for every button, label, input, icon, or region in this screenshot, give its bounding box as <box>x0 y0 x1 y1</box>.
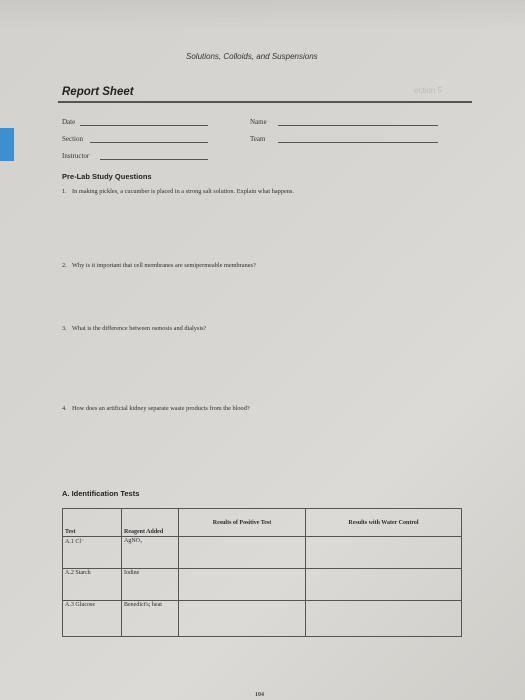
bleed-through-text: ection 5 <box>414 86 443 95</box>
date-label: Date <box>62 118 76 126</box>
page-shadow <box>0 0 525 30</box>
question-1 <box>62 188 294 195</box>
col-positive: Results of Positive Test <box>179 509 306 537</box>
question-number: 4. <box>62 405 67 412</box>
test-cell: A.2 Starch <box>63 569 122 601</box>
positive-result-cell[interactable] <box>179 601 306 637</box>
table-row <box>63 537 462 569</box>
section-label: Section <box>62 135 83 143</box>
page-number: 104 <box>255 692 264 698</box>
question-text: In making pickles, a cucumber is placed in a strong salt solution. Explain what happens. <box>72 188 294 195</box>
water-result-cell[interactable] <box>306 569 462 601</box>
identification-heading: A. Identification Tests <box>62 489 140 498</box>
water-result-cell[interactable] <box>306 601 462 637</box>
reagent-cell: AgNO₃ <box>122 537 179 569</box>
team-field[interactable] <box>278 142 438 143</box>
section-field[interactable] <box>90 142 208 143</box>
identification-table <box>62 508 462 637</box>
table-row <box>63 601 462 637</box>
question-text: How does an artificial kidney separate waste products from the blood? <box>72 405 250 412</box>
question-3 <box>62 325 206 332</box>
positive-result-cell[interactable] <box>179 569 306 601</box>
question-number: 2. <box>62 262 67 269</box>
name-label: Name <box>250 118 267 126</box>
date-field[interactable] <box>80 125 208 126</box>
positive-result-cell[interactable] <box>179 537 306 569</box>
col-reagent: Reagent Added <box>122 509 179 537</box>
reagent-cell: Benedict's; heat <box>122 601 179 637</box>
team-label: Team <box>250 135 266 143</box>
test-cell: A.1 Cl⁻ <box>63 537 122 569</box>
prelab-heading: Pre-Lab Study Questions <box>62 172 152 181</box>
question-number: 3. <box>62 325 67 332</box>
question-text: What is the difference between osmosis and dialysis? <box>72 325 207 332</box>
running-header: Solutions, Colloids, and Suspensions <box>186 52 318 61</box>
water-result-cell[interactable] <box>306 537 462 569</box>
name-field[interactable] <box>278 125 438 126</box>
test-cell: A.3 Glucose <box>63 601 122 637</box>
table-row <box>63 569 462 601</box>
col-test: Test <box>63 509 122 537</box>
question-text: Why is it important that cell membranes are semipermeable membranes? <box>72 262 256 269</box>
instructor-field[interactable] <box>100 159 208 160</box>
report-title: Report Sheet <box>62 86 134 98</box>
title-rule <box>58 101 472 103</box>
blue-tab-marker <box>0 128 14 161</box>
col-water: Results with Water Control <box>306 509 462 537</box>
question-4 <box>62 405 250 412</box>
reagent-cell: Iodine <box>122 569 179 601</box>
question-number: 1. <box>62 188 67 195</box>
table-header-row <box>63 509 462 537</box>
instructor-label: Instructor <box>62 152 90 160</box>
question-2 <box>62 262 256 269</box>
